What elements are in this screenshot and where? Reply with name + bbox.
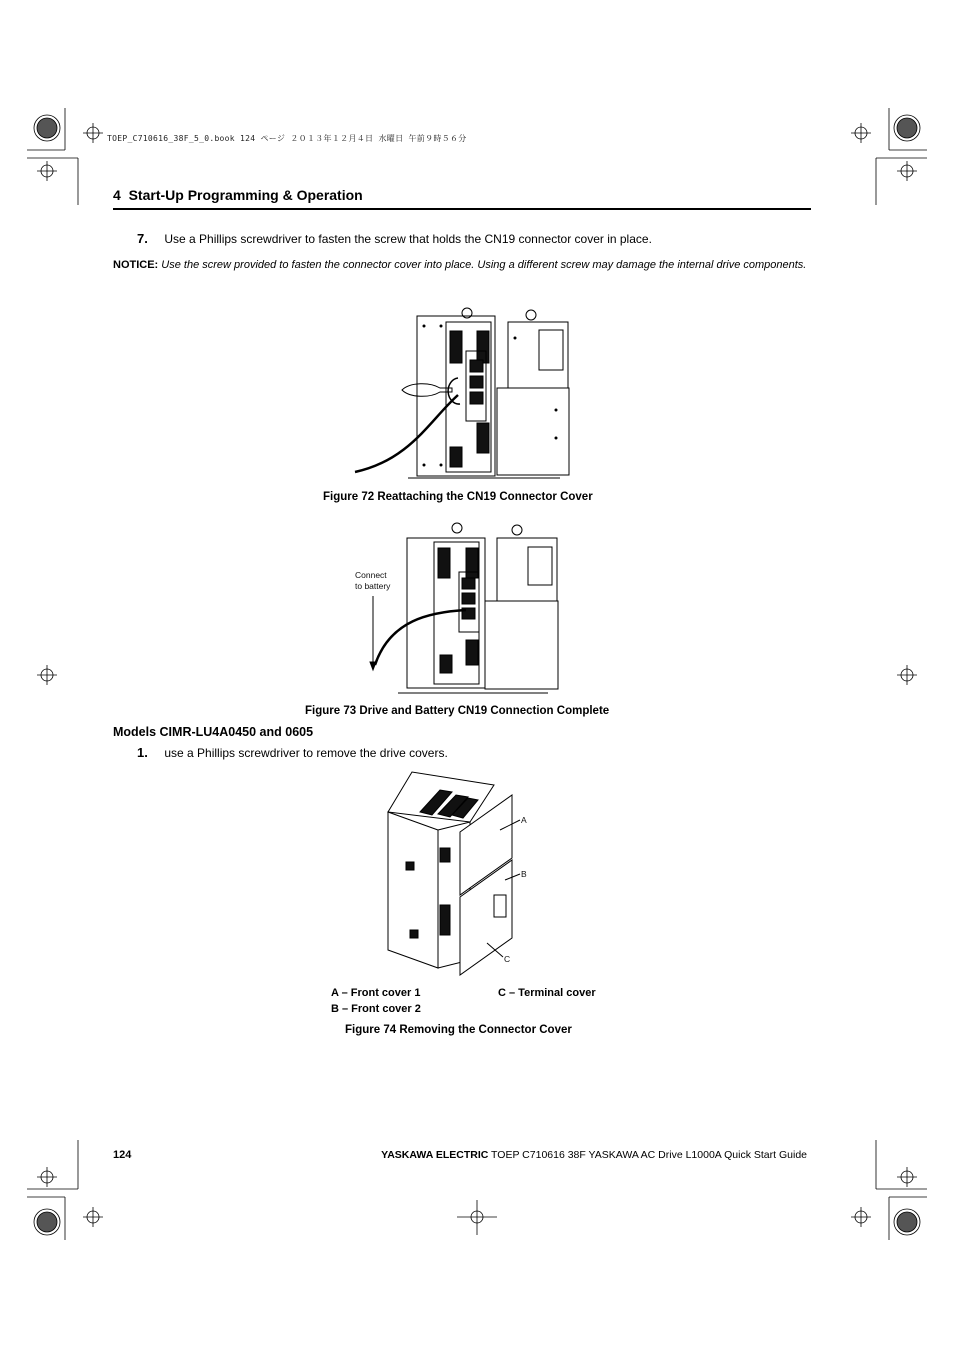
section-title-text: Start-Up Programming & Operation (128, 187, 363, 203)
step-number: 7. (137, 231, 148, 246)
figure-73-callout-line2: to battery (355, 581, 391, 591)
models-heading: Models CIMR-LU4A0450 and 0605 (113, 725, 314, 739)
legend-terminal-cover: C – Terminal cover (498, 987, 596, 999)
footer-doc-info (381, 1149, 807, 1161)
print-header: TOEP_C710616_38F_5_0.book 124 ページ ２０１３年１２月４日 水曜日 午前９時５６分 (107, 134, 467, 143)
step-number: 1. (137, 745, 148, 760)
legend-front-cover-1: A – Front cover 1 (331, 987, 421, 999)
page-number: 124 (113, 1149, 132, 1161)
notice-label: NOTICE: (113, 259, 159, 271)
footer-brand: YASKAWA ELECTRIC (381, 1149, 489, 1161)
section-number: 4 (113, 187, 121, 203)
footer-doc-title: TOEP C710616 38F YASKAWA AC Drive L1000A Quick Start Guide (488, 1149, 807, 1161)
legend-front-cover-2: B – Front cover 2 (331, 1003, 421, 1015)
step-text: use a Phillips screwdriver to remove the drive covers. (164, 746, 448, 760)
figure-74-callout-a: A (521, 815, 527, 825)
figure-74-callout-b: B (521, 869, 527, 879)
notice-text: Use the screw provided to fasten the connector cover into place. Using a different screw may damage the internal drive components. (161, 259, 807, 271)
figure-74-callout-c: C (504, 954, 511, 964)
figure-74-caption: Figure 74 Removing the Connector Cover (345, 1024, 572, 1036)
step-text: Use a Phillips screwdriver to fasten the screw that holds the CN19 connector cover in place. (164, 232, 652, 246)
figure-72-caption: Figure 72 Reattaching the CN19 Connector Cover (323, 491, 593, 503)
figure-73-callout-line1: Connect (355, 570, 387, 580)
figure-73-caption: Figure 73 Drive and Battery CN19 Connection Complete (305, 705, 610, 717)
